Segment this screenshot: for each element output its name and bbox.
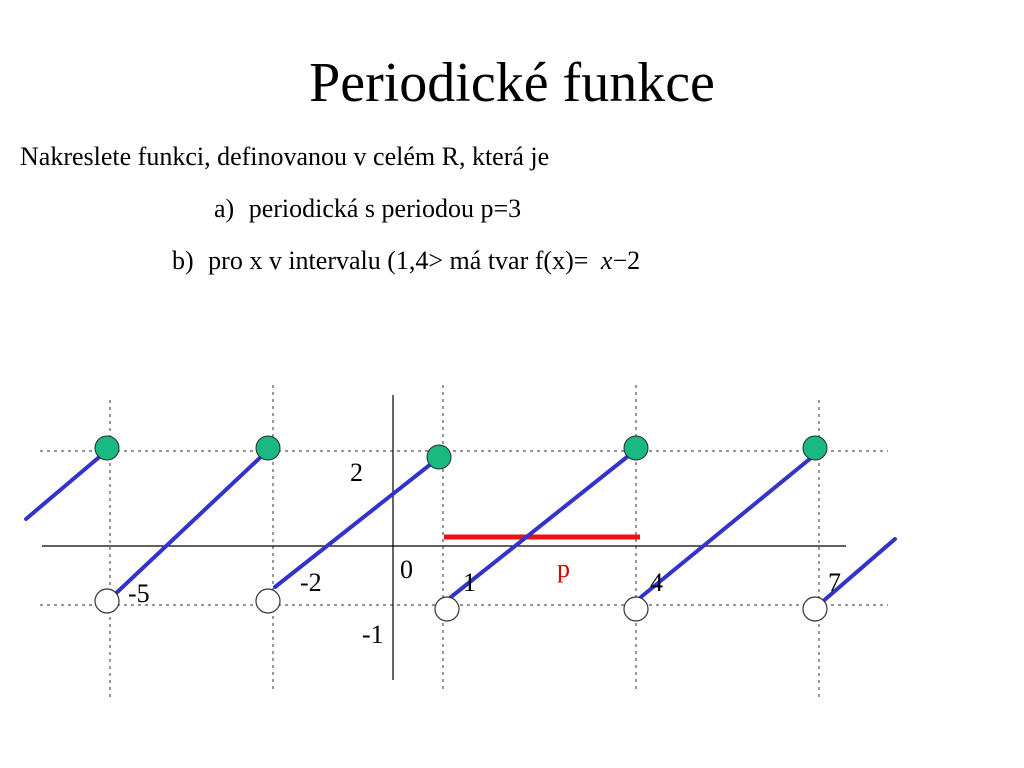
x-label-seven: 7	[828, 568, 841, 597]
filled-point-m2	[256, 436, 280, 460]
task-intro: Nakreslete funkci, definovanou v celém R, která je	[20, 142, 550, 171]
formula-op: −	[612, 246, 628, 275]
open-point-1	[435, 597, 459, 621]
segment-m5-m2	[112, 453, 265, 597]
segment-left-edge	[26, 453, 104, 519]
open-point-4	[624, 597, 648, 621]
filled-point-1	[427, 445, 451, 469]
function-segments	[26, 453, 895, 603]
y-label-m1: -1	[362, 620, 384, 649]
segment-4-7	[641, 453, 817, 597]
x-label-one: 1	[463, 568, 476, 597]
segment-1-4	[451, 453, 632, 597]
filled-points	[95, 436, 827, 469]
period-label: p	[557, 554, 570, 583]
filled-point-m5	[95, 436, 119, 460]
open-point-7	[803, 597, 827, 621]
x-label-m5: -5	[128, 579, 150, 608]
y-label-two: 2	[350, 458, 363, 487]
formula-num: 2	[627, 246, 641, 275]
slide-title: Periodické funkce	[309, 52, 715, 114]
x-label-m2: -2	[300, 568, 322, 597]
formula-var: x	[600, 246, 613, 275]
item-b-text: pro x v intervalu (1,4> má tvar f(x)=	[208, 246, 589, 275]
open-point-m2	[256, 589, 280, 613]
open-point-m5	[95, 589, 119, 613]
item-a-marker: a)	[214, 194, 235, 223]
x-label-zero: 0	[400, 555, 413, 584]
item-b-marker: b)	[172, 246, 194, 275]
x-label-four: 4	[650, 568, 663, 597]
item-a-text: periodická s periodou p=3	[248, 194, 522, 223]
filled-point-4	[624, 436, 648, 460]
filled-point-7	[803, 436, 827, 460]
